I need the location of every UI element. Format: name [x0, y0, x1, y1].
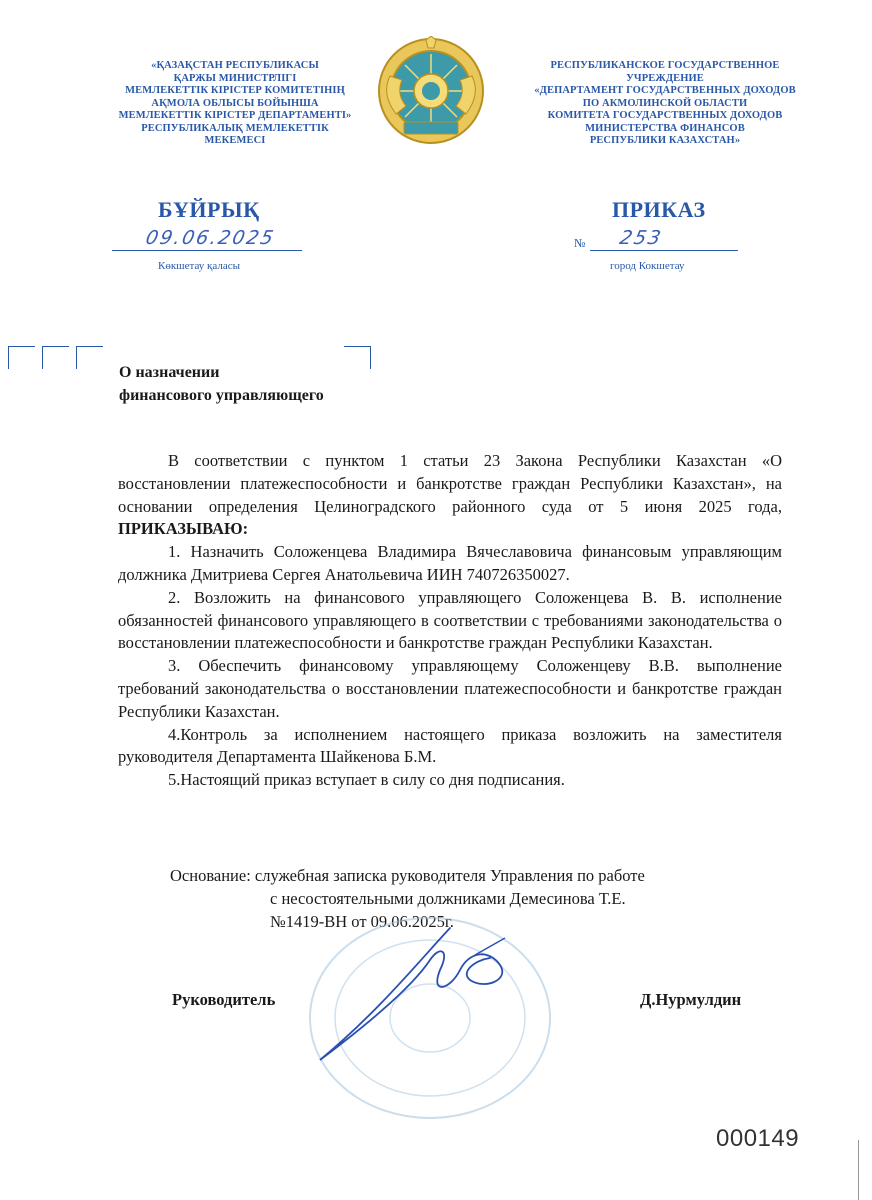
- order-item: 5.Настоящий приказ вступает в силу со дня подписания.: [168, 770, 565, 790]
- date-underline: [112, 250, 302, 251]
- order-body: [118, 450, 782, 792]
- header-right-line: УЧРЕЖДЕНИЕ: [626, 72, 704, 84]
- order-item: 4.Контроль за исполнением настоящего приказа возложить на заместителя руководителя Департамента Шайкенова Б.М.: [118, 724, 782, 767]
- state-emblem-icon: [376, 36, 486, 146]
- city-kz: Көкшетау қаласы: [158, 260, 241, 272]
- doc-type-ru: ПРИКАЗ: [612, 197, 706, 222]
- header-left-line: «ҚАЗАҚСТАН РЕСПУБЛИКАСЫ: [151, 60, 319, 71]
- corner-bracket: [76, 346, 103, 369]
- header-right-line: КОМИТЕТА ГОСУДАРСТВЕННЫХ ДОХОДОВ: [547, 110, 783, 121]
- serial-number: 000149: [716, 1125, 800, 1152]
- header-left-line: МЕКЕМЕСІ: [204, 135, 266, 146]
- subject-line: финансового управляющего: [119, 387, 324, 404]
- corner-bracket: [8, 346, 35, 369]
- city-ru: город Кокшетау: [610, 260, 685, 272]
- header-left-line: АҚМОЛА ОБЛЫСЫ БОЙЫНША: [151, 97, 319, 109]
- scan-edge-line: [858, 1140, 859, 1200]
- header-right-line: РЕСПУБЛИКАНСКОЕ ГОСУДАРСТВЕННОЕ: [550, 60, 780, 71]
- header-left-line: ҚАРЖЫ МИНИСТРЛІГІ: [173, 72, 297, 84]
- header-left-line: РЕСПУБЛИКАЛЫҚ МЕМЛЕКЕТТІК: [141, 122, 329, 134]
- handwritten-signature-icon: [300, 920, 540, 1070]
- order-word: ПРИКАЗЫВАЮ:: [118, 519, 249, 539]
- number-label: №: [574, 236, 586, 250]
- basis-line: Основание: служебная записка руководителя Управления по работе: [170, 866, 645, 885]
- doc-type-kz: БҰЙРЫҚ: [158, 197, 260, 222]
- order-item: 1. Назначить Соложенцева Владимира Вячеславовича финансовым управляющим должника Дмитриева Сергея Анатольевича ИИН 740726350027.: [118, 542, 782, 584]
- order-item: 3. Обеспечить финансовому управляющему Соложенцеву В.В. выполнение требований законодательства о восстановлении платежеспособности и банкротстве граждан Республики Казахстан.: [118, 656, 782, 721]
- header-right-ru: [500, 60, 830, 148]
- intro-paragraph: [118, 450, 782, 541]
- header-left-line: МЕМЛЕКЕТТІК КІРІСТЕР КОМИТЕТІНІҢ: [125, 85, 345, 96]
- subject-heading: [119, 361, 324, 407]
- corner-bracket: [42, 346, 69, 369]
- header-right-line: МИНИСТЕРСТВА ФИНАНСОВ: [585, 122, 745, 134]
- subject-line: О назначении: [119, 364, 220, 381]
- header-right-line: РЕСПУБЛИКИ КАЗАХСТАН»: [589, 135, 741, 146]
- handwritten-number: 253: [617, 227, 665, 249]
- number-underline: [590, 250, 738, 251]
- basis-line: №1419-ВН от 09.06.2025г.: [270, 912, 454, 931]
- intro-text: В соответствии с пунктом 1 статьи 23 Закона Республики Казахстан «О восстановлении платежеспособности и банкротстве граждан Республики Казахстан», на основании определения Целиноградского районного суда от 5 июня 2025 года,: [118, 451, 782, 516]
- signatory-title: Руководитель: [172, 990, 276, 1009]
- basis-line: с несостоятельными должниками Демесинова Т.Е.: [270, 889, 626, 908]
- header-left-line: МЕМЛЕКЕТТІК КІРІСТЕР ДЕПАРТАМЕНТІ»: [118, 110, 352, 121]
- corner-bracket: [344, 346, 371, 369]
- header-left-kz: [70, 60, 400, 148]
- handwritten-date: 09.06.2025: [143, 227, 278, 249]
- signatory-name: Д.Нурмулдин: [640, 990, 742, 1009]
- order-item: 2. Возложить на финансового управляющего Соложенцева В. В. исполнение обязанностей финансового управляющего в соответствии с требованиями законодательства о восстановлении платежеспособности и банкротстве граждан Республики Казахстан.: [118, 587, 782, 653]
- header-right-line: «ДЕПАРТАМЕНТ ГОСУДАРСТВЕННЫХ ДОХОДОВ: [534, 85, 796, 96]
- header-right-line: ПО АКМОЛИНСКОЙ ОБЛАСТИ: [582, 97, 748, 109]
